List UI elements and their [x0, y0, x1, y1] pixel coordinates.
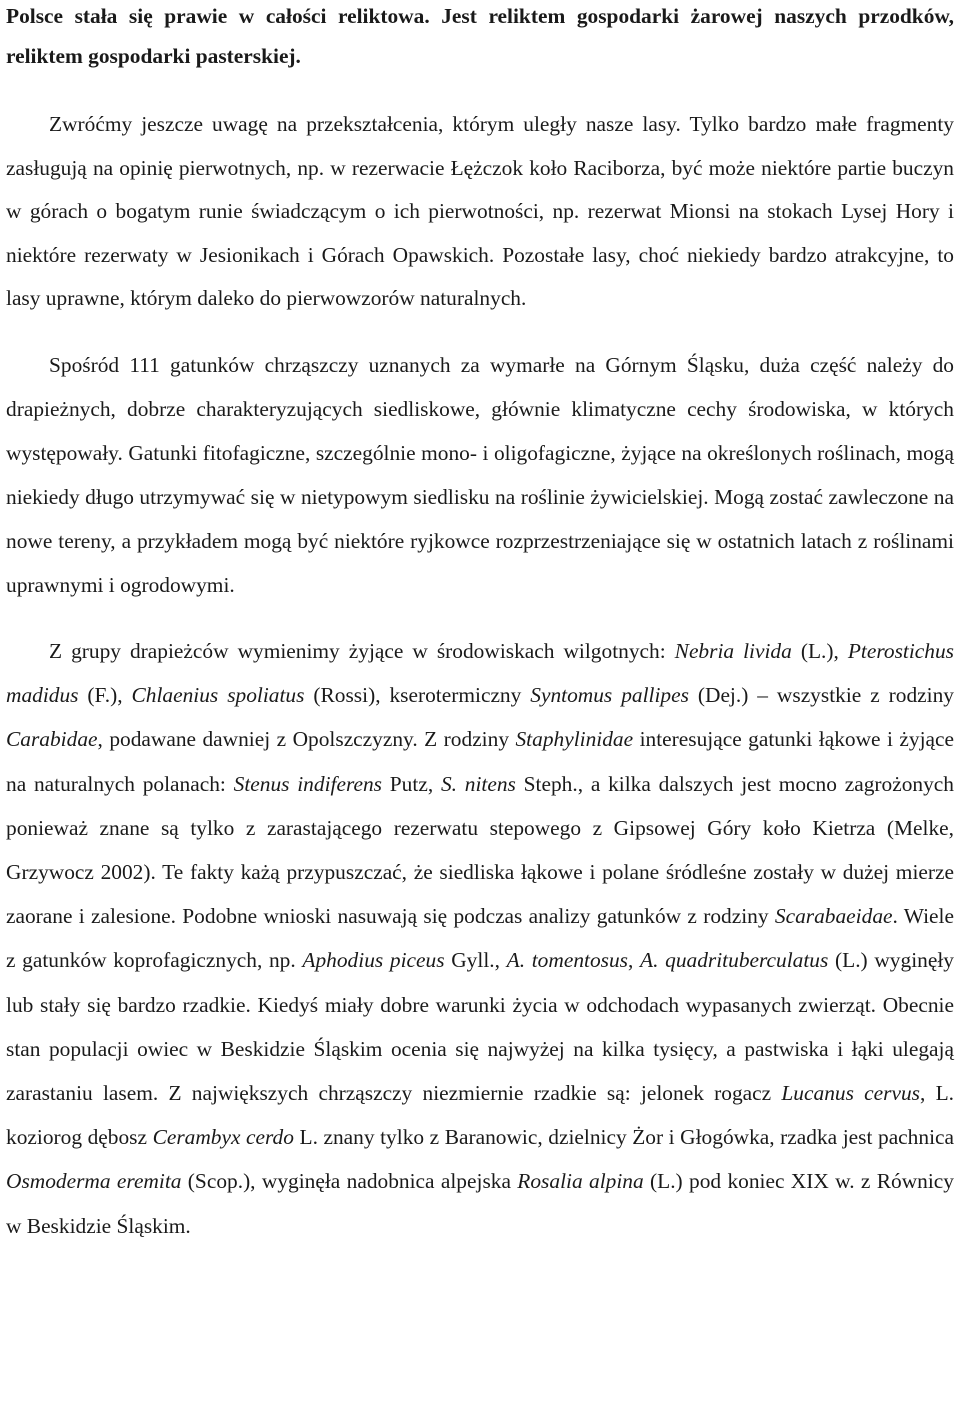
paragraph-4 [6, 629, 954, 1248]
text-segment: (L.) pod koniec XIX w. z Równicy w Beskidzie Śląskim. [6, 1169, 954, 1238]
species-name: Carabidae [6, 727, 98, 752]
species-name: A. quadrituberculatus [640, 948, 829, 973]
text-segment: Steph., a kilka dalszych jest mocno zagrożonych ponieważ znane są tylko z zarastającego rezerwatu stepowego z Gipsowej Góry koło Kietrza (Melke, Grzywocz 2002). Te fakty każą przypuszczać, że siedliska łąkowe i polane śródleśne zostały w dużej mierze zaorane i zalesione. Podobne wnioski nasuwają się podczas analizy gatunków z rodziny [6, 771, 954, 929]
text-segment: Putz, [382, 771, 441, 796]
text-segment: (Rossi), kserotermiczny [304, 683, 531, 708]
species-name: Scarabaeidae [774, 904, 893, 929]
text-segment: Spośród 111 gatunków chrząszczy uznanych za wymarłe na Górnym Śląsku, duża część należy do drapieżnych, dobrze charakteryzujących siedliskowe, głównie klimatyczne cechy środowiska, w których występowały. Gatunki fitofagiczne, szczególnie mono- i oligofagiczne, żyjące na określonych roślinach, mogą niekiedy długo utrzymywać się w nietypowym siedlisku na roślinie żywicielskiej. Mogą zostać zawleczone na nowe tereny, a przykładem mogą być niektóre ryjkowce rozprzestrzeniające się w ostatnich latach z roślinami uprawnymi i ogrodowymi. [6, 352, 954, 597]
text-segment: L. znany tylko z Baranowic, dzielnicy Żor i Głogówka, rzadka jest pachnica [293, 1125, 954, 1150]
species-name: Staphylinidae [515, 727, 634, 752]
text-segment: , [628, 948, 641, 973]
text-segment: Zwróćmy jeszcze uwagę na przekształcenia, którym uległy nasze lasy. Tylko bardzo małe fragmenty zasługują na opinię pierwotnych, np. w rezerwacie Łężczok koło Raciborza, być może niektóre partie buczyn w górach o bogatym runie świadczącym o ich pierwotności, np. rezerwat Mionsi na stokach Lysej Hory i niektóre rezerwaty w Jesionikach i Górach Opawskich. Pozostałe lasy, choć niekiedy bardzo atrakcyjne, to lasy uprawne, którym daleko do pierwowzorów naturalnych. [6, 112, 954, 311]
species-name: Nebria livida [674, 638, 792, 663]
text-segment: (F.), [78, 683, 132, 708]
text-segment: (Scop.), wyginęła nadobnica alpejska [181, 1169, 518, 1194]
text-segment: (L.) wyginęły lub stały się bardzo rzadkie. Kiedyś miały dobre warunki życia w odchodach wypasanych zwierząt. Obecnie stan populacji owiec w Beskidzie Śląskim ocenia się najwyżej na kilka tysięcy, a pastwiska i łąki ulegają zarastaniu lasem. Z największych chrząszczy niezmiernie rzadkie są: jelonek rogacz [6, 948, 954, 1105]
species-name: Pterostichus madidus [6, 638, 954, 708]
species-name: Lucanus cervus [781, 1081, 920, 1105]
species-name: Aphodius piceus [302, 948, 445, 973]
text-segment: . Wiele z gatunków koprofagicznych, np. [6, 904, 954, 973]
species-name: Stenus indiferens [233, 771, 383, 796]
text-segment: Z grupy drapieżców wymienimy żyjące w środowiskach wilgotnych: [49, 638, 675, 663]
species-name: Rosalia alpina [517, 1169, 644, 1194]
species-name: Cerambyx cerdo [152, 1125, 294, 1150]
text-segment: , podawane dawniej z Opolszczyzny. Z rodziny [97, 727, 516, 752]
species-name: Chlaenius spoliatus [131, 683, 305, 708]
species-name: Osmoderma eremita [6, 1169, 182, 1194]
species-name: S. nitens [440, 771, 516, 796]
text-segment: , L. koziorog dębosz [6, 1081, 955, 1150]
document-page [6, 0, 954, 1248]
text-segment: Polsce stała się prawie w całości reliktowa. Jest reliktem gospodarki żarowej naszych przodków, reliktem gospodarki pasterskiej. [6, 4, 954, 68]
text-segment: interesujące gatunki łąkowe i żyjące na naturalnych polanach: [6, 727, 955, 796]
text-segment: (Dej.) – wszystkie z rodziny [688, 683, 954, 708]
species-name: Syntomus pallipes [530, 683, 689, 708]
text-segment: Gyll., [444, 948, 507, 973]
species-name: A. tomentosus [506, 948, 628, 973]
paragraph-3 [6, 343, 954, 607]
text-segment: (L.), [791, 638, 848, 663]
paragraph-1 [6, 0, 954, 76]
paragraph-2 [6, 103, 954, 321]
